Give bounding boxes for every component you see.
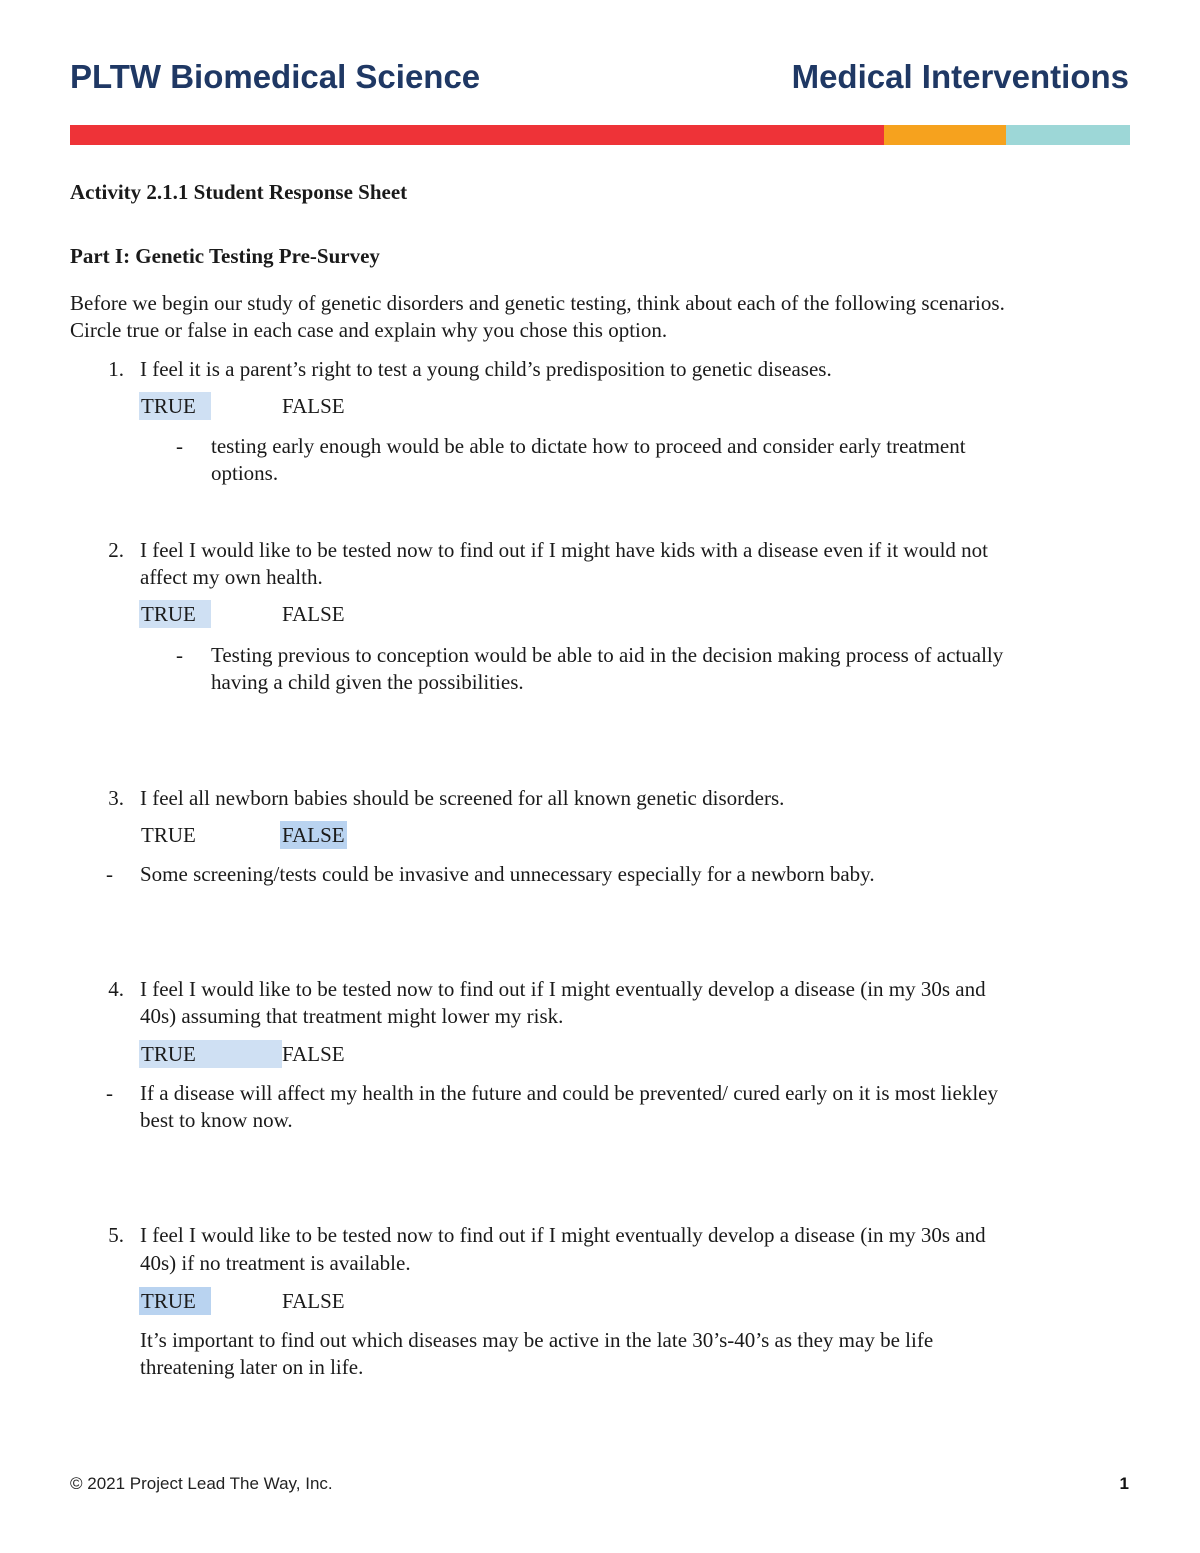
- question-1-number: 1.: [108, 357, 124, 381]
- question-3-number: 3.: [108, 786, 124, 810]
- question-1-true-option[interactable]: TRUE: [139, 392, 211, 420]
- header-bar-teal: [1006, 125, 1130, 145]
- footer-copyright: © 2021 Project Lead The Way, Inc.: [70, 1474, 333, 1493]
- question-2-false-option[interactable]: FALSE: [282, 602, 345, 626]
- header-bar-red: [70, 125, 884, 145]
- question-4-false-option[interactable]: FALSE: [282, 1042, 345, 1066]
- question-5-false-option[interactable]: FALSE: [282, 1289, 345, 1313]
- question-2-answer-bullet: -: [176, 643, 183, 667]
- question-3-false-option[interactable]: FALSE: [282, 823, 345, 847]
- question-3-text: I feel all newborn babies should be screened for all known genetic disorders.: [140, 786, 785, 810]
- question-2-text-line-1: I feel I would like to be tested now to find out if I might have kids with a disease even if it would not: [140, 538, 988, 562]
- footer-page-number: 1: [1119, 1474, 1129, 1493]
- question-2-text-line-2: affect my own health.: [140, 565, 323, 589]
- question-1-text: I feel it is a parent’s right to test a young child’s predisposition to genetic diseases.: [140, 357, 832, 381]
- question-5-text-line-2: 40s) if no treatment is available.: [140, 1251, 411, 1275]
- question-3-answer-bullet: -: [106, 862, 113, 886]
- question-1-false-option[interactable]: FALSE: [282, 394, 345, 418]
- intro-line-2: Circle true or false in each case and explain why you chose this option.: [70, 318, 668, 342]
- intro-line-1: Before we begin our study of genetic disorders and genetic testing, think about each of the following scenarios.: [70, 291, 1005, 315]
- part-title: Part I: Genetic Testing Pre-Survey: [70, 244, 380, 268]
- question-2-answer-line-2: having a child given the possibilities.: [211, 670, 524, 694]
- question-2-number: 2.: [108, 538, 124, 562]
- question-4-text-line-1: I feel I would like to be tested now to find out if I might eventually develop a disease (in my 30s and: [140, 977, 986, 1001]
- question-1-answer-line-2: options.: [211, 461, 279, 485]
- question-5-answer-line-2: threatening later on in life.: [140, 1355, 364, 1379]
- question-2-true-option[interactable]: TRUE: [139, 600, 211, 628]
- question-4-answer-bullet: -: [106, 1081, 113, 1105]
- question-5-answer-line-1: It’s important to find out which diseases may be active in the late 30’s-40’s as they may be life: [140, 1328, 934, 1352]
- question-4-true-option[interactable]: TRUE: [139, 1040, 282, 1068]
- question-3-true-option[interactable]: TRUE: [141, 823, 196, 847]
- question-1-answer-line-1: testing early enough would be able to dictate how to proceed and consider early treatment: [211, 434, 966, 458]
- question-4-answer-line-1: If a disease will affect my health in the future and could be prevented/ cured early on it is most liekley: [140, 1081, 998, 1105]
- question-1-answer-bullet: -: [176, 434, 183, 458]
- question-4-number: 4.: [108, 977, 124, 1001]
- question-5-text-line-1: I feel I would like to be tested now to find out if I might eventually develop a disease (in my 30s and: [140, 1223, 986, 1247]
- header-left-title: PLTW Biomedical Science: [70, 58, 481, 95]
- header-right-title: Medical Interventions: [791, 58, 1129, 95]
- question-2-answer-line-1: Testing previous to conception would be able to aid in the decision making process of actually: [211, 643, 1004, 667]
- question-5-number: 5.: [108, 1223, 124, 1247]
- header-bar-orange: [884, 125, 1006, 145]
- question-5-true-option[interactable]: TRUE: [139, 1287, 211, 1315]
- question-3-answer-line-1: Some screening/tests could be invasive and unnecessary especially for a newborn baby.: [140, 862, 875, 886]
- activity-title: Activity 2.1.1 Student Response Sheet: [70, 180, 408, 204]
- question-4-text-line-2: 40s) assuming that treatment might lower my risk.: [140, 1004, 564, 1028]
- question-4-answer-line-2: best to know now.: [140, 1108, 293, 1132]
